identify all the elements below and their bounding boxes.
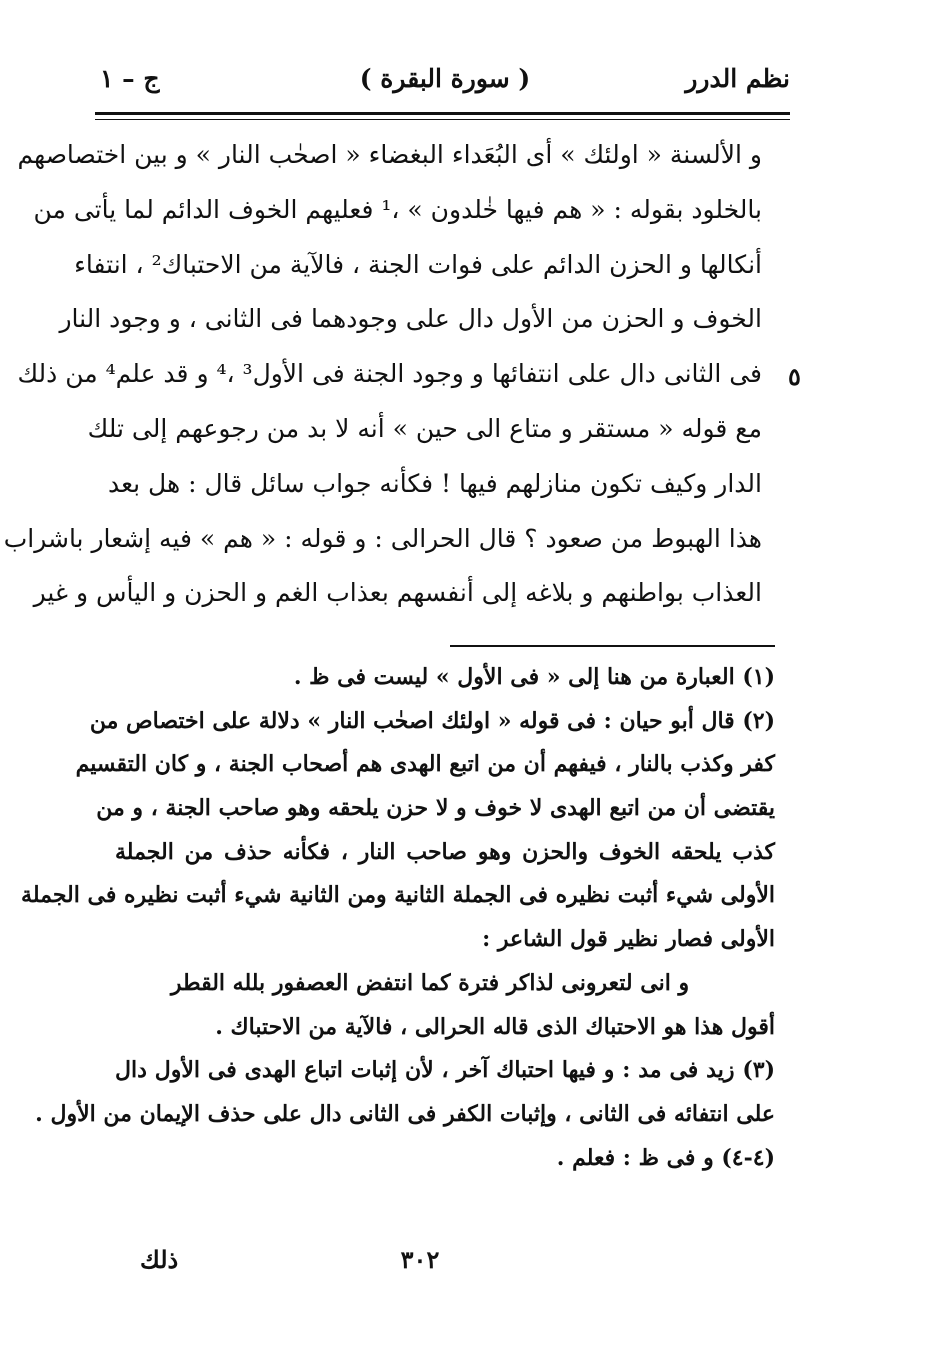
- footnotes: [21, 656, 775, 1180]
- text-line: بالخلود بقوله : « هم فيها خٰلدون » ،¹ فعليهم الخوف الدائم لما يأتى من: [33, 194, 762, 224]
- footnote-line: أقول هذا هو الاحتباك الذى قاله الحرالى ، فالآية من الاحتباك .: [215, 1013, 775, 1040]
- footnote-line: (١) العبارة من هنا إلى « فى الأول » ليست فى ظ .: [293, 664, 775, 690]
- header-rule-thick: [95, 112, 790, 115]
- text-line: هذا الهبوط من صعود ؟ قال الحرالى : و قوله : « هم » فيه إشعار باشراب: [3, 523, 762, 553]
- running-header: [100, 58, 790, 102]
- footnote-line: كذب يلحقه الخوف والحزن وهو صاحب النار ، فكأنه حذف من الجملة: [115, 838, 775, 865]
- footnote-line: (٣) زيد فى مد : و فيها احتباك آخر ، لأن إثبات اتباع الهدى فى الأول دال: [115, 1057, 775, 1084]
- footnote-line: (٤-٤) و فى ظ : فعلم .: [556, 1144, 775, 1171]
- footnote-separator: [450, 645, 775, 647]
- footnote-line: كفر وكذب بالنار ، فيفهم أن من اتبع الهدى هم أصحاب الجنة ، و كان التقسيم: [75, 751, 775, 778]
- book-title: نظم الدرر: [685, 64, 790, 93]
- main-text: [3, 128, 762, 621]
- text-line: الدار وكيف تكون منازلهم فيها ! فكأنه جواب سائل قال : هل بعد: [107, 468, 762, 498]
- text-line: و الألسنة « اولئك » أى البُعَداء البغضاء « اصحٰب النار » و بين اختصاصهم: [17, 140, 762, 169]
- text-line: فى الثانى دال على انتفائها و وجود الجنة فى الأول³ ،⁴ و قد علم⁴ من ذلك: [17, 359, 762, 389]
- page-number: ٣٠٢: [400, 1245, 440, 1274]
- text-line: مع قوله « مستقر و متاع الى حين » أنه لا بد من رجوعهم إلى تلك: [87, 413, 762, 443]
- poetry-verse: و انى لتعرونى لذاكر فترة كما انتفض العصفور بلله القطر: [170, 969, 690, 996]
- footnote-line: الأولى فصار نظير قول الشاعر :: [482, 926, 775, 953]
- surah-title: ( سورة البقرة ): [359, 64, 531, 93]
- line-number-marker: ٥: [788, 362, 801, 391]
- text-line: أنكالها و الحزن الدائم على فوات الجنة ، فالآية من الاحتباك² ، انتفاء: [74, 249, 762, 279]
- footnote-line: (٢) قال أبو حيان : فى قوله « اولئك اصحٰب النار » دلالة على اختصاص من: [89, 707, 775, 734]
- volume-label: ج – ١: [100, 64, 160, 93]
- footnote-line: يقتضى أن من اتبع الهدى لا خوف و لا حزن يلحقه وهو صاحب الجنة ، و من: [96, 795, 775, 822]
- footnote-line: الأولى شيء أثبت نظيره فى الجملة الثانية ومن الثانية شيء أثبت نظيره فى الجملة: [21, 882, 775, 909]
- footnote-line: على انتفائه فى الثانى ، وإثبات الكفر فى الثانى دال على حذف الإيمان من الأول .: [35, 1100, 775, 1127]
- catchword: ذلك: [140, 1245, 179, 1274]
- text-line: العذاب بواطنهم و بلاغه إلى أنفسهم بعذاب الغم و الحزن و اليأس و غير: [33, 578, 762, 608]
- text-line: الخوف و الحزن من الأول دال على وجودهما فى الثانى ، و وجود النار: [59, 304, 762, 334]
- header-rule-thin: [95, 119, 790, 120]
- page-footer: [140, 1245, 700, 1281]
